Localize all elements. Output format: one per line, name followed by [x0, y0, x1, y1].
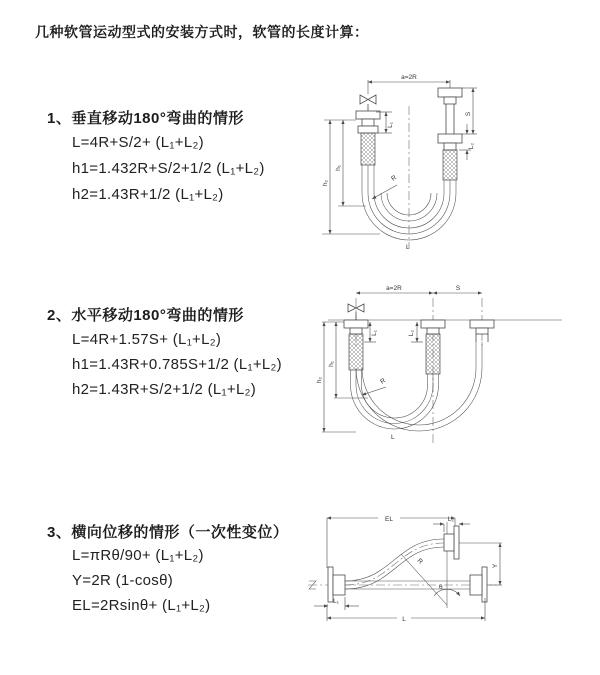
- displaced-centerline: [345, 543, 444, 585]
- dim-label-h1: h₁: [335, 165, 342, 171]
- dim-L: [327, 598, 485, 623]
- dim-stroke-S: [462, 88, 477, 134]
- dim-label-L2: L₂: [468, 142, 475, 150]
- right-hose-fitting-lower: [438, 134, 462, 180]
- dim-label-L1: L₁: [333, 598, 339, 605]
- dim-label-L: L: [402, 616, 406, 623]
- section2-heading: 2、水平移动180°弯曲的情形: [47, 307, 244, 324]
- dim-label-EL: EL: [385, 516, 393, 523]
- radius-leader: [362, 377, 387, 395]
- page-title: 几种软管运动型式的安装方式时，软管的长度计算：: [35, 24, 369, 40]
- right-hose-fitting-upper: [438, 88, 462, 134]
- dim-label-R: R: [379, 377, 387, 386]
- radius-line: [401, 554, 447, 605]
- dim-label-L1: L₁: [387, 122, 394, 128]
- dim-label-S: S: [465, 111, 472, 117]
- dim-label-h2: h₂: [322, 179, 329, 187]
- middle-hose-fitting: [421, 320, 445, 374]
- right-flange-original: [470, 567, 487, 602]
- dim-label-theta: θ: [439, 584, 443, 591]
- upper-flange-displaced: [444, 526, 459, 559]
- dim-label-span: a=2R: [386, 285, 402, 292]
- dim-label-L1: L₁: [371, 330, 378, 336]
- dim-label-h1: h₁: [328, 361, 335, 367]
- radius-leader: [372, 174, 398, 199]
- section2-formula-h2: h2=1.43R+S/2+1/2 (L₁+L₂): [72, 381, 257, 398]
- left-hose-fitting: [344, 320, 368, 370]
- section3-heading: 3、横向位移的情形（一次性变位）: [47, 524, 289, 541]
- left-flange: [328, 567, 345, 602]
- dim-label-L2: L₂: [408, 329, 415, 337]
- braided-hose-section: [349, 334, 363, 370]
- diagram-lateral-displacement: [300, 498, 600, 638]
- diagram-horizontal-180-bend: [310, 280, 600, 450]
- section1-formula-h1: h1=1.432R+S/2+1/2 (L₁+L₂): [72, 160, 265, 177]
- section1-formula-L: L=4R+S/2+ (L₁+L₂): [72, 134, 204, 151]
- dim-label-L: L: [391, 434, 395, 441]
- section1-formula-h2: h2=1.43R+1/2 (L₁+L₂): [72, 186, 224, 203]
- dim-span: [356, 285, 433, 293]
- diagram-vertical-180-bend: [310, 68, 600, 268]
- valve-icon: [360, 95, 376, 111]
- dim-label-span: a=2R: [401, 74, 417, 81]
- hose-arcs: [351, 342, 483, 431]
- dim-label-L2: L₂: [447, 516, 455, 523]
- braided-hose-section: [426, 334, 440, 374]
- dim-label-L: L: [406, 244, 410, 251]
- dim-label-R: R: [415, 557, 424, 566]
- section2-formula-h1: h1=1.43R+0.785S+1/2 (L₁+L₂): [72, 356, 282, 373]
- section3-formula-EL: EL=2Rsinθ+ (L₁+L₂): [72, 597, 211, 614]
- braided-hose-section: [361, 133, 375, 165]
- section3-formula-L: L=πRθ/90+ (L₁+L₂): [72, 547, 204, 564]
- dim-label-S: S: [455, 285, 461, 292]
- braided-hose-section: [443, 150, 457, 180]
- section2-formula-L: L=4R+1.57S+ (L₁+L₂): [72, 331, 222, 348]
- section1-heading: 1、垂直移动180°弯曲的情形: [47, 110, 244, 127]
- section3-formula-Y: Y=2R (1-cosθ): [72, 572, 174, 589]
- dim-label-R: R: [390, 174, 398, 183]
- left-hose-fitting: [356, 111, 380, 165]
- dim-label-Y: Y: [492, 563, 499, 569]
- dim-L1: [314, 597, 359, 610]
- dim-label-h2: h₂: [316, 376, 323, 384]
- dim-L2: [433, 516, 470, 532]
- dim-stroke-S: [433, 285, 482, 293]
